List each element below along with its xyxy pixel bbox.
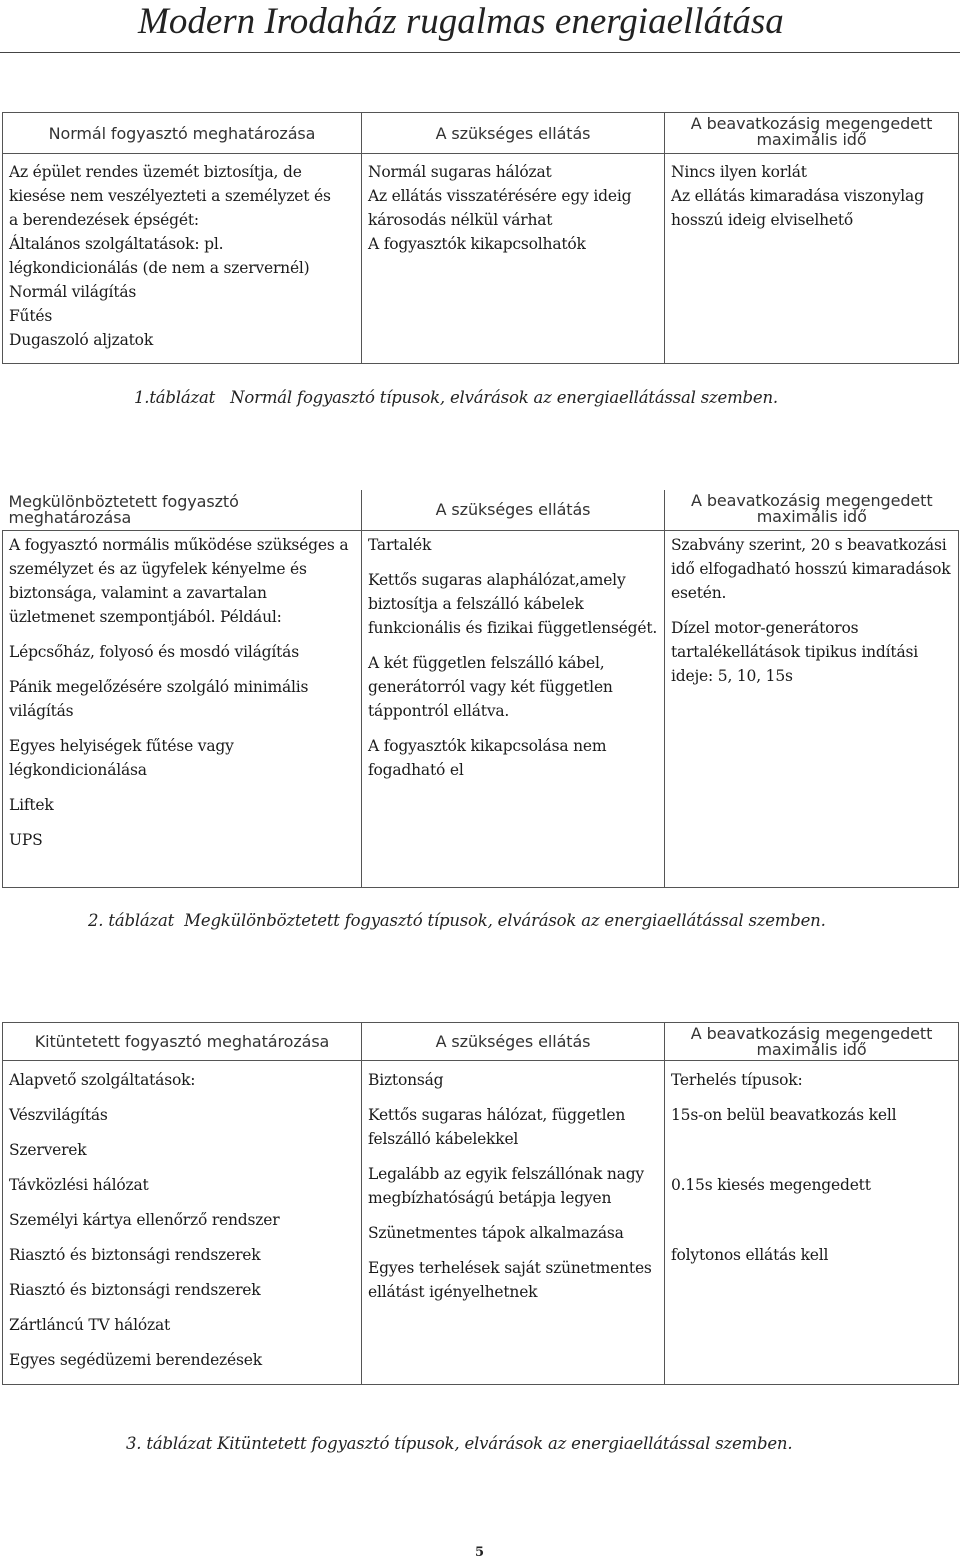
table2-header-supply: A szükséges ellátás bbox=[362, 490, 665, 530]
page-title: Modern Irodaház rugalmas energiaellátása bbox=[138, 1, 784, 42]
table3-header-definition: Kitüntetett fogyasztó meghatározása bbox=[3, 1023, 362, 1061]
page-number: 5 bbox=[475, 1545, 485, 1560]
table2-caption: 2. táblázat Megkülönböztetett fogyasztó típusok, elvárások az energiaellátással szemben. bbox=[88, 911, 826, 930]
table3-max-time-line: 15s-on belül beavatkozás kell bbox=[671, 1106, 897, 1124]
table3-header-max-time: A beavatkozásig megengedett maximális idő bbox=[665, 1023, 959, 1061]
table1-definition-line: légkondicionálás (de nem a szervernél) bbox=[9, 259, 310, 277]
table2-max-time-item: Szabvány szerint, 20 s beavatkozási idő elfogadható hosszú kimaradások esetén. bbox=[671, 535, 951, 602]
table3-max-time-line: Terhelés típusok: bbox=[671, 1071, 803, 1089]
table1-definition-line: Dugaszoló aljzatok bbox=[9, 331, 154, 349]
table2-header-max-time: A beavatkozásig megengedett maximális idő bbox=[665, 490, 959, 530]
table3-definition-cell bbox=[3, 1061, 362, 1385]
table3-max-time-cell bbox=[665, 1061, 959, 1385]
table2-definition-item: UPS bbox=[9, 830, 43, 849]
table2-max-time-item: Dízel motor-generátoros tartalékellátások tipikus indítási ideje: 5, 10, 15s bbox=[671, 618, 918, 685]
table1-supply-line: károsodás nélkül várhat bbox=[368, 211, 553, 229]
table2-definition-intro: A fogyasztó normális működése szükséges a személyzet és az ügyfelek kényelme és biztonsága, valamint a zavartalan üzletmenet szempontjából. Például: bbox=[9, 535, 349, 626]
table1-definition-cell bbox=[3, 154, 362, 364]
table3-max-time-line: 0.15s kiesés megengedett bbox=[671, 1176, 871, 1194]
table1-max-time-line: Az ellátás kimaradása viszonylag bbox=[671, 187, 924, 205]
table2-supply-item: Kettős sugaras alaphálózat,amely biztosítja a felszálló kábelek funkcionális és fizikai függetlenségét. bbox=[368, 570, 658, 637]
table3-definition-line: Riasztó és biztonsági rendszerek bbox=[9, 1246, 261, 1264]
table2-definition-item: Liftek bbox=[9, 795, 54, 814]
table1-header-supply: A szükséges ellátás bbox=[362, 113, 665, 154]
table1-supply-line: A fogyasztók kikapcsolhatók bbox=[368, 235, 586, 253]
table3-definition-line: Szerverek bbox=[9, 1141, 87, 1159]
table3-supply-item: Szünetmentes tápok alkalmazása bbox=[368, 1224, 624, 1242]
table1-definition-line: Fűtés bbox=[9, 307, 53, 325]
table2-definition-cell bbox=[3, 530, 362, 887]
table2-supply-cell bbox=[362, 530, 665, 887]
table1-header-max-time: A beavatkozásig megengedett maximális idő bbox=[665, 113, 959, 154]
table3-supply-cell bbox=[362, 1061, 665, 1385]
table3-definition-line: Alapvető szolgáltatások: bbox=[9, 1071, 196, 1089]
table1-supply-cell bbox=[362, 154, 665, 364]
table3-supply-item: Egyes terhelések saját szünetmentes ellátást igényelhetnek bbox=[368, 1259, 652, 1301]
table3-header-supply: A szükséges ellátás bbox=[362, 1023, 665, 1061]
table3-definition-line: Riasztó és biztonsági rendszerek bbox=[9, 1281, 261, 1299]
table2-supply-item: A két független felszálló kábel, generátorról vagy két független táppontról ellátva. bbox=[368, 653, 613, 720]
table-normal-consumers bbox=[2, 112, 959, 364]
table3-definition-line: Távközlési hálózat bbox=[9, 1176, 149, 1194]
table3-max-time-line: folytonos ellátás kell bbox=[671, 1246, 829, 1264]
table2-header-definition: Megkülönböztetett fogyasztó meghatározása bbox=[3, 490, 362, 530]
table3-definition-line: Egyes segédüzemi berendezések bbox=[9, 1351, 262, 1369]
table1-max-time-line: Nincs ilyen korlát bbox=[671, 163, 807, 181]
table2-max-time-cell bbox=[665, 530, 959, 887]
table3-supply-item: Biztonság bbox=[368, 1071, 444, 1089]
table3-supply-item: Kettős sugaras hálózat, független felszálló kábelekkel bbox=[368, 1106, 626, 1148]
table3-supply-item: Legalább az egyik felszállónak nagy megbízhatóságú betápja legyen bbox=[368, 1165, 644, 1207]
table1-caption: 1.táblázat Normál fogyasztó típusok, elvárások az energiaellátással szemben. bbox=[134, 388, 778, 407]
table3-caption: 3. táblázat Kitüntetett fogyasztó típusok, elvárások az energiaellátással szemben. bbox=[126, 1434, 793, 1453]
table1-definition-line: a berendezések épségét: bbox=[9, 211, 199, 229]
table1-max-time-cell bbox=[665, 154, 959, 364]
table2-definition-item: Pánik megelőzésére szolgáló minimális világítás bbox=[9, 677, 309, 720]
title-divider bbox=[0, 52, 960, 53]
table2-definition-item: Egyes helyiségek fűtése vagy légkondicionálása bbox=[9, 736, 234, 779]
table1-header-definition: Normál fogyasztó meghatározása bbox=[3, 113, 362, 154]
table3-definition-line: Személyi kártya ellenőrző rendszer bbox=[9, 1211, 280, 1229]
table3-definition-line: Vészvilágítás bbox=[9, 1106, 108, 1124]
table1-definition-line: Normál világítás bbox=[9, 283, 137, 301]
table-distinguished-consumers bbox=[2, 490, 959, 888]
table1-supply-line: Az ellátás visszatérésére egy ideig bbox=[368, 187, 632, 205]
table-priority-consumers bbox=[2, 1022, 959, 1385]
table2-supply-item: Tartalék bbox=[368, 535, 432, 554]
table2-definition-item: Lépcsőház, folyosó és mosdó világítás bbox=[9, 642, 299, 661]
table1-definition-line: Általános szolgáltatások: pl. bbox=[9, 235, 224, 253]
table1-definition-line: kiesése nem veszélyezteti a személyzet és bbox=[9, 187, 331, 205]
table1-max-time-line: hosszú ideig elviselhető bbox=[671, 211, 854, 229]
table3-definition-line: Zártláncú TV hálózat bbox=[9, 1316, 171, 1334]
table1-definition-line: Az épület rendes üzemét biztosítja, de bbox=[9, 163, 302, 181]
table1-supply-line: Normál sugaras hálózat bbox=[368, 163, 552, 181]
table2-supply-item: A fogyasztók kikapcsolása nem fogadható el bbox=[368, 736, 607, 779]
